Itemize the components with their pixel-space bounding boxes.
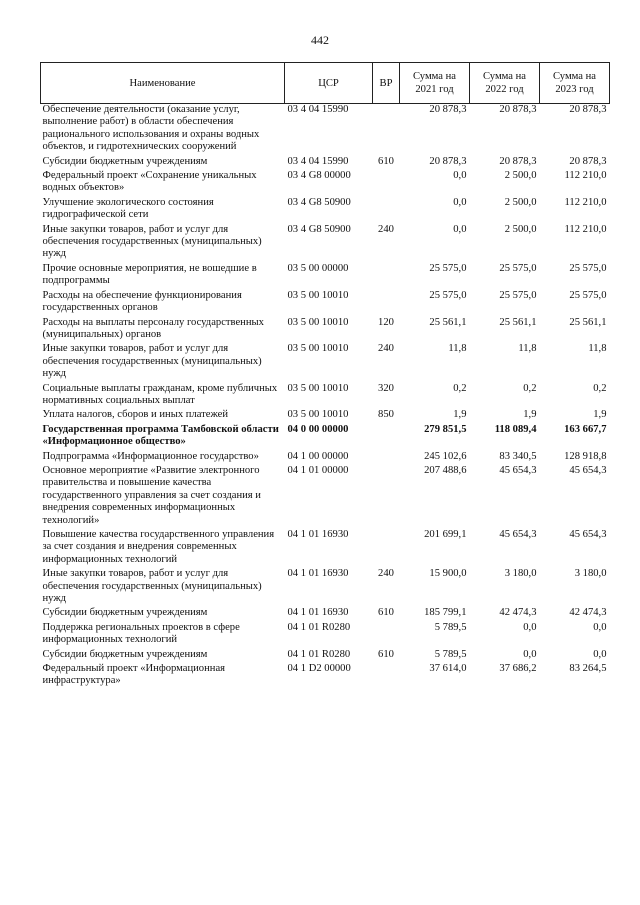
table-row	[41, 649, 610, 663]
row-sum-2023: 163 667,7	[564, 423, 607, 435]
table-row	[41, 465, 610, 529]
row-vr-code: 240	[378, 343, 394, 355]
row-csr-code: 04 1 01 16930	[287, 568, 349, 580]
row-name: Государственная программа Тамбовской области «Информационное общество»	[42, 423, 279, 448]
row-name: Субсидии бюджетным учреждениям	[42, 155, 208, 167]
row-name: Обеспечение деятельности (оказание услуг, выполнение работ) в области обеспечения рационального использования и охраны водных объектов, и гидротехнических сооружений	[42, 104, 260, 153]
row-vr-code: 120	[378, 316, 394, 328]
row-csr-code: 03 4 G8 50900	[287, 223, 351, 235]
header-sum-2023: Сумма на 2023 год	[540, 63, 610, 104]
row-sum-2021: 0,2	[453, 382, 467, 394]
row-sum-2021: 279 851,5	[424, 423, 467, 435]
row-sum-2023: 0,0	[593, 621, 607, 633]
table-row	[41, 424, 610, 451]
table-row	[41, 607, 610, 621]
table-row	[41, 409, 610, 423]
row-vr-code: 610	[378, 607, 394, 619]
row-vr-code: 240	[378, 568, 394, 580]
row-sum-2022: 25 575,0	[499, 289, 537, 301]
row-vr-code	[373, 424, 400, 451]
row-sum-2021: 0,0	[453, 223, 467, 235]
row-sum-2022: 1,9	[523, 409, 537, 421]
row-sum-2021: 20 878,3	[429, 155, 467, 167]
row-csr-code: 04 0 00 00000	[287, 423, 349, 435]
row-sum-2023: 112 210,0	[564, 170, 607, 182]
table-row	[41, 263, 610, 290]
row-sum-2021: 11,8	[448, 343, 467, 355]
row-name: Субсидии бюджетным учреждениям	[42, 607, 208, 619]
row-csr-code: 03 5 00 10010	[287, 316, 349, 328]
row-vr-code	[373, 451, 400, 465]
row-csr-code: 03 5 00 10010	[287, 409, 349, 421]
row-vr-code	[373, 197, 400, 224]
row-sum-2023: 0,0	[593, 648, 607, 660]
row-sum-2023: 42 474,3	[569, 607, 607, 619]
row-csr-code: 03 5 00 10010	[287, 382, 349, 394]
row-name: Подпрограмма «Информационное государство»	[42, 450, 259, 462]
row-sum-2022: 2 500,0	[504, 170, 537, 182]
table-row	[41, 290, 610, 317]
row-name: Повышение качества государственного управления за счет создания и внедрения современных информационных технологий	[42, 529, 275, 565]
header-sum-2021: Сумма на 2021 год	[400, 63, 470, 104]
row-sum-2021: 0,0	[453, 196, 467, 208]
header-name: Наименование	[41, 63, 285, 104]
row-csr-code: 04 1 01 16930	[287, 529, 349, 540]
row-sum-2022: 3 180,0	[504, 568, 537, 580]
row-sum-2022: 2 500,0	[504, 196, 537, 208]
budget-table	[40, 62, 610, 690]
row-sum-2022: 42 474,3	[499, 607, 537, 619]
table-header	[41, 63, 610, 104]
row-sum-2023: 25 561,1	[569, 316, 607, 328]
header-csr: ЦСР	[285, 63, 373, 104]
row-csr-code: 04 1 D2 00000	[287, 663, 351, 675]
row-name: Иные закупки товаров, работ и услуг для обеспечения государственных (муниципальных) нужд	[42, 343, 262, 380]
row-name: Субсидии бюджетным учреждениям	[42, 648, 208, 660]
row-sum-2022: 118 089,4	[494, 423, 537, 435]
row-sum-2021: 20 878,3	[429, 104, 467, 115]
row-name: Расходы на обеспечение функционирования государственных органов	[42, 289, 242, 314]
table-row	[41, 568, 610, 607]
row-sum-2022: 25 575,0	[499, 262, 537, 274]
row-csr-code: 03 5 00 10010	[287, 289, 349, 301]
table-row	[41, 529, 610, 568]
row-sum-2022: 0,2	[523, 382, 537, 394]
row-sum-2023: 25 575,0	[569, 262, 607, 274]
table-row	[41, 663, 610, 690]
row-name: Социальные выплаты гражданам, кроме публичных нормативных социальных выплат	[42, 382, 278, 406]
row-sum-2023: 20 878,3	[569, 104, 607, 115]
row-vr-code: 320	[378, 382, 394, 394]
row-csr-code: 03 4 G8 50900	[287, 196, 351, 208]
row-sum-2021: 207 488,6	[424, 464, 467, 476]
row-name: Прочие основные мероприятия, не вошедшие в подпрограммы	[42, 262, 257, 287]
row-sum-2023: 83 264,5	[569, 663, 607, 675]
row-vr-code	[373, 622, 400, 649]
row-vr-code	[373, 465, 400, 529]
row-vr-code	[373, 663, 400, 690]
row-sum-2021: 15 900,0	[429, 568, 467, 580]
row-sum-2021: 201 699,1	[424, 529, 467, 540]
row-csr-code: 03 5 00 10010	[287, 343, 349, 355]
row-sum-2022: 37 686,2	[499, 663, 537, 675]
row-sum-2023: 25 575,0	[569, 289, 607, 301]
table-row	[41, 343, 610, 382]
row-sum-2023: 112 210,0	[564, 223, 607, 235]
row-sum-2023: 112 210,0	[564, 196, 607, 208]
row-name: Поддержка региональных проектов в сфере информационных технологий	[42, 621, 240, 646]
table-row	[41, 383, 610, 410]
row-csr-code: 03 4 04 15990	[287, 104, 349, 115]
row-csr-code: 03 4 G8 00000	[287, 170, 351, 182]
table-body	[41, 104, 610, 690]
row-vr-code	[373, 104, 400, 156]
row-vr-code	[373, 263, 400, 290]
row-sum-2023: 3 180,0	[574, 568, 607, 580]
table-row	[41, 224, 610, 263]
row-vr-code	[373, 290, 400, 317]
row-name: Улучшение экологического состояния гидрографической сети	[42, 196, 214, 221]
row-sum-2022: 25 561,1	[499, 316, 537, 328]
table-row	[41, 451, 610, 465]
row-sum-2021: 25 575,0	[429, 262, 467, 274]
row-csr-code: 04 1 01 R0280	[287, 648, 351, 660]
row-csr-code: 04 1 00 00000	[287, 450, 349, 462]
row-vr-code	[373, 529, 400, 568]
row-vr-code	[373, 170, 400, 197]
table-row	[41, 104, 610, 156]
row-sum-2021: 185 799,1	[424, 607, 467, 619]
row-csr-code: 04 1 01 R0280	[287, 621, 351, 633]
row-sum-2021: 0,0	[453, 170, 467, 182]
header-vr: ВР	[373, 63, 400, 104]
row-sum-2022: 20 878,3	[499, 155, 537, 167]
row-sum-2021: 1,9	[453, 409, 467, 421]
table-row	[41, 317, 610, 344]
row-name: Федеральный проект «Сохранение уникальных водных объектов»	[42, 170, 257, 194]
table-row	[41, 622, 610, 649]
row-sum-2023: 11,8	[588, 343, 607, 355]
row-sum-2021: 37 614,0	[429, 663, 467, 675]
row-vr-code: 610	[378, 155, 394, 167]
row-vr-code: 240	[378, 223, 394, 235]
row-name: Иные закупки товаров, работ и услуг для обеспечения государственных (муниципальных) нужд	[42, 223, 262, 260]
row-sum-2023: 128 918,8	[564, 450, 607, 462]
row-sum-2021: 5 789,5	[434, 648, 467, 660]
row-sum-2021: 245 102,6	[424, 450, 467, 462]
header-sum-2022: Сумма на 2022 год	[470, 63, 540, 104]
row-sum-2022: 2 500,0	[504, 223, 537, 235]
page-number: 442	[311, 33, 329, 47]
row-sum-2021: 25 561,1	[429, 316, 467, 328]
row-sum-2023: 45 654,3	[569, 464, 607, 476]
row-csr-code: 03 4 04 15990	[287, 155, 349, 167]
row-sum-2022: 45 654,3	[499, 464, 537, 476]
header-row	[41, 63, 610, 104]
row-vr-code: 610	[378, 648, 394, 660]
row-sum-2022: 83 340,5	[499, 450, 537, 462]
row-vr-code: 850	[378, 409, 394, 421]
row-sum-2021: 5 789,5	[434, 621, 467, 633]
table-row	[41, 156, 610, 170]
row-name: Иные закупки товаров, работ и услуг для обеспечения государственных (муниципальных) нужд	[42, 568, 262, 605]
row-name: Расходы на выплаты персоналу государственных (муниципальных) органов	[42, 316, 264, 340]
row-name: Основное мероприятие «Развитие электронного правительства и повышение качества государственного управления за счет создания и внедрения современных информационных технологий»	[42, 464, 261, 526]
table-row	[41, 197, 610, 224]
row-sum-2021: 25 575,0	[429, 289, 467, 301]
row-csr-code: 04 1 01 16930	[287, 607, 349, 619]
row-name: Уплата налогов, сборов и иных платежей	[42, 409, 229, 421]
row-sum-2023: 45 654,3	[569, 529, 607, 540]
row-sum-2023: 20 878,3	[569, 155, 607, 167]
row-sum-2023: 1,9	[593, 409, 607, 421]
row-sum-2022: 45 654,3	[499, 529, 537, 540]
row-csr-code: 04 1 01 00000	[287, 464, 349, 476]
row-name: Федеральный проект «Информационная инфраструктура»	[42, 663, 226, 687]
row-sum-2022: 20 878,3	[499, 104, 537, 115]
row-csr-code: 03 5 00 00000	[287, 262, 349, 274]
table-row	[41, 170, 610, 197]
row-sum-2022: 0,0	[523, 648, 537, 660]
row-sum-2023: 0,2	[593, 382, 607, 394]
row-sum-2022: 11,8	[518, 343, 537, 355]
row-sum-2022: 0,0	[523, 621, 537, 633]
